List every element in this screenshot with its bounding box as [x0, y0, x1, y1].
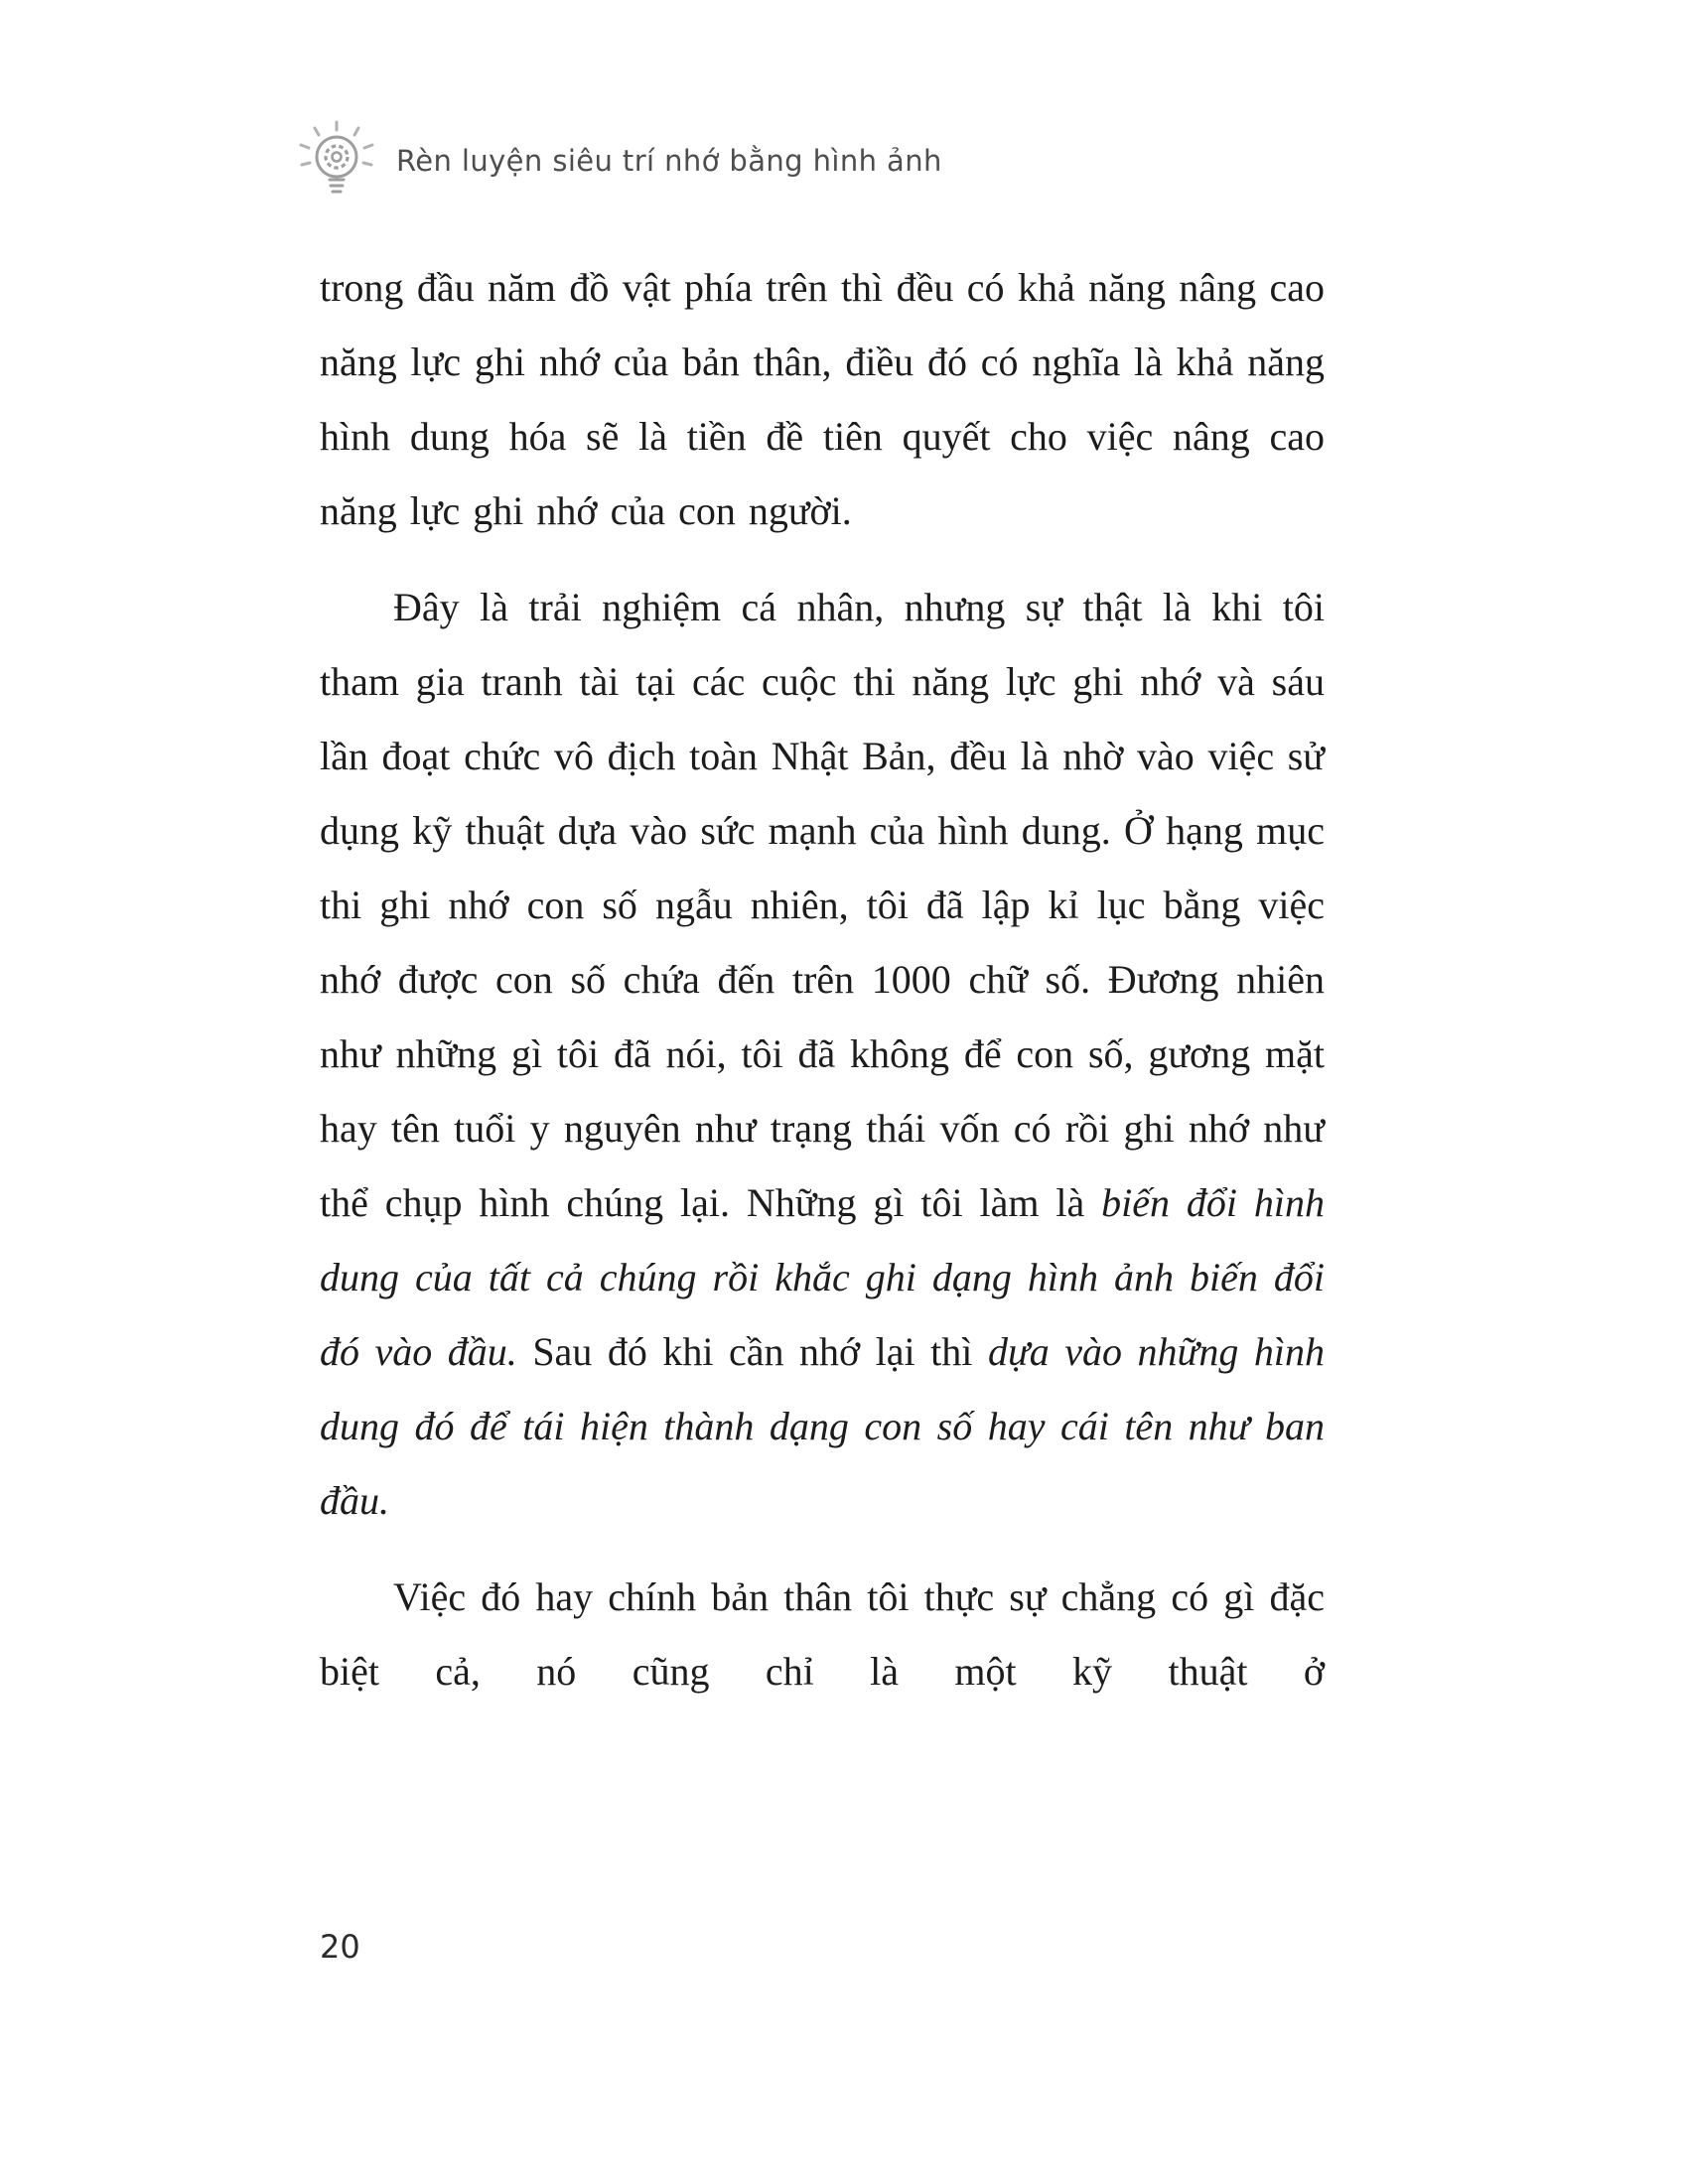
page-header: [293, 117, 942, 205]
paragraph-2-segment-2-italic: biến đổi hình dung của tất cả chúng rồi khắc ghi dạng hình ảnh biến đổi đó vào đầu.: [320, 1180, 1325, 1374]
lightbulb-gear-icon: [293, 117, 380, 205]
body-paragraph-2: [320, 570, 1325, 1538]
page-number: 20: [320, 1928, 360, 1966]
body-paragraph-1: trong đầu năm đồ vật phía trên thì đều có khả năng nâng cao năng lực ghi nhớ của bản thân, điều đó có nghĩa là khả năng hình dung hóa sẽ là tiền đề tiên quyết cho việc nâng cao năng lực ghi nhớ của con người.: [320, 265, 1325, 533]
paragraph-2-segment-3: Sau đó khi cần nhớ lại thì: [516, 1329, 988, 1374]
body-paragraph-3: Việc đó hay chính bản thân tôi thực sự chẳng có gì đặc biệt cả, nó cũng chỉ là một kỹ thuật ở: [320, 1574, 1325, 1694]
book-title-header: Rèn luyện siêu trí nhớ bằng hình ảnh: [396, 144, 942, 178]
paragraph-2-segment-4-italic: dựa vào những hình dung đó để tái hiện thành dạng con số hay cái tên như ban đầu.: [320, 1329, 1325, 1523]
paragraph-2-segment-1: Đây là trải nghiệm cá nhân, nhưng sự thật là khi tôi tham gia tranh tài tại các cuộc thi năng lực ghi nhớ và sáu lần đoạt chức vô địch toàn Nhật Bản, đều là nhờ vào việc sử dụng kỹ thuật dựa vào sức mạnh của hình dung. Ở hạng mục thi ghi nhớ con số ngẫu nhiên, tôi đã lập kỉ lục bằng việc nhớ được con số chứa đến trên 1000 chữ số. Đương nhiên như những gì tôi đã nói, tôi đã không để con số, gương mặt hay tên tuổi y nguyên như trạng thái vốn có rồi ghi nhớ như thể chụp hình chúng lại. Những gì tôi làm là: [320, 585, 1325, 1225]
page-body-text: [320, 250, 1325, 1730]
